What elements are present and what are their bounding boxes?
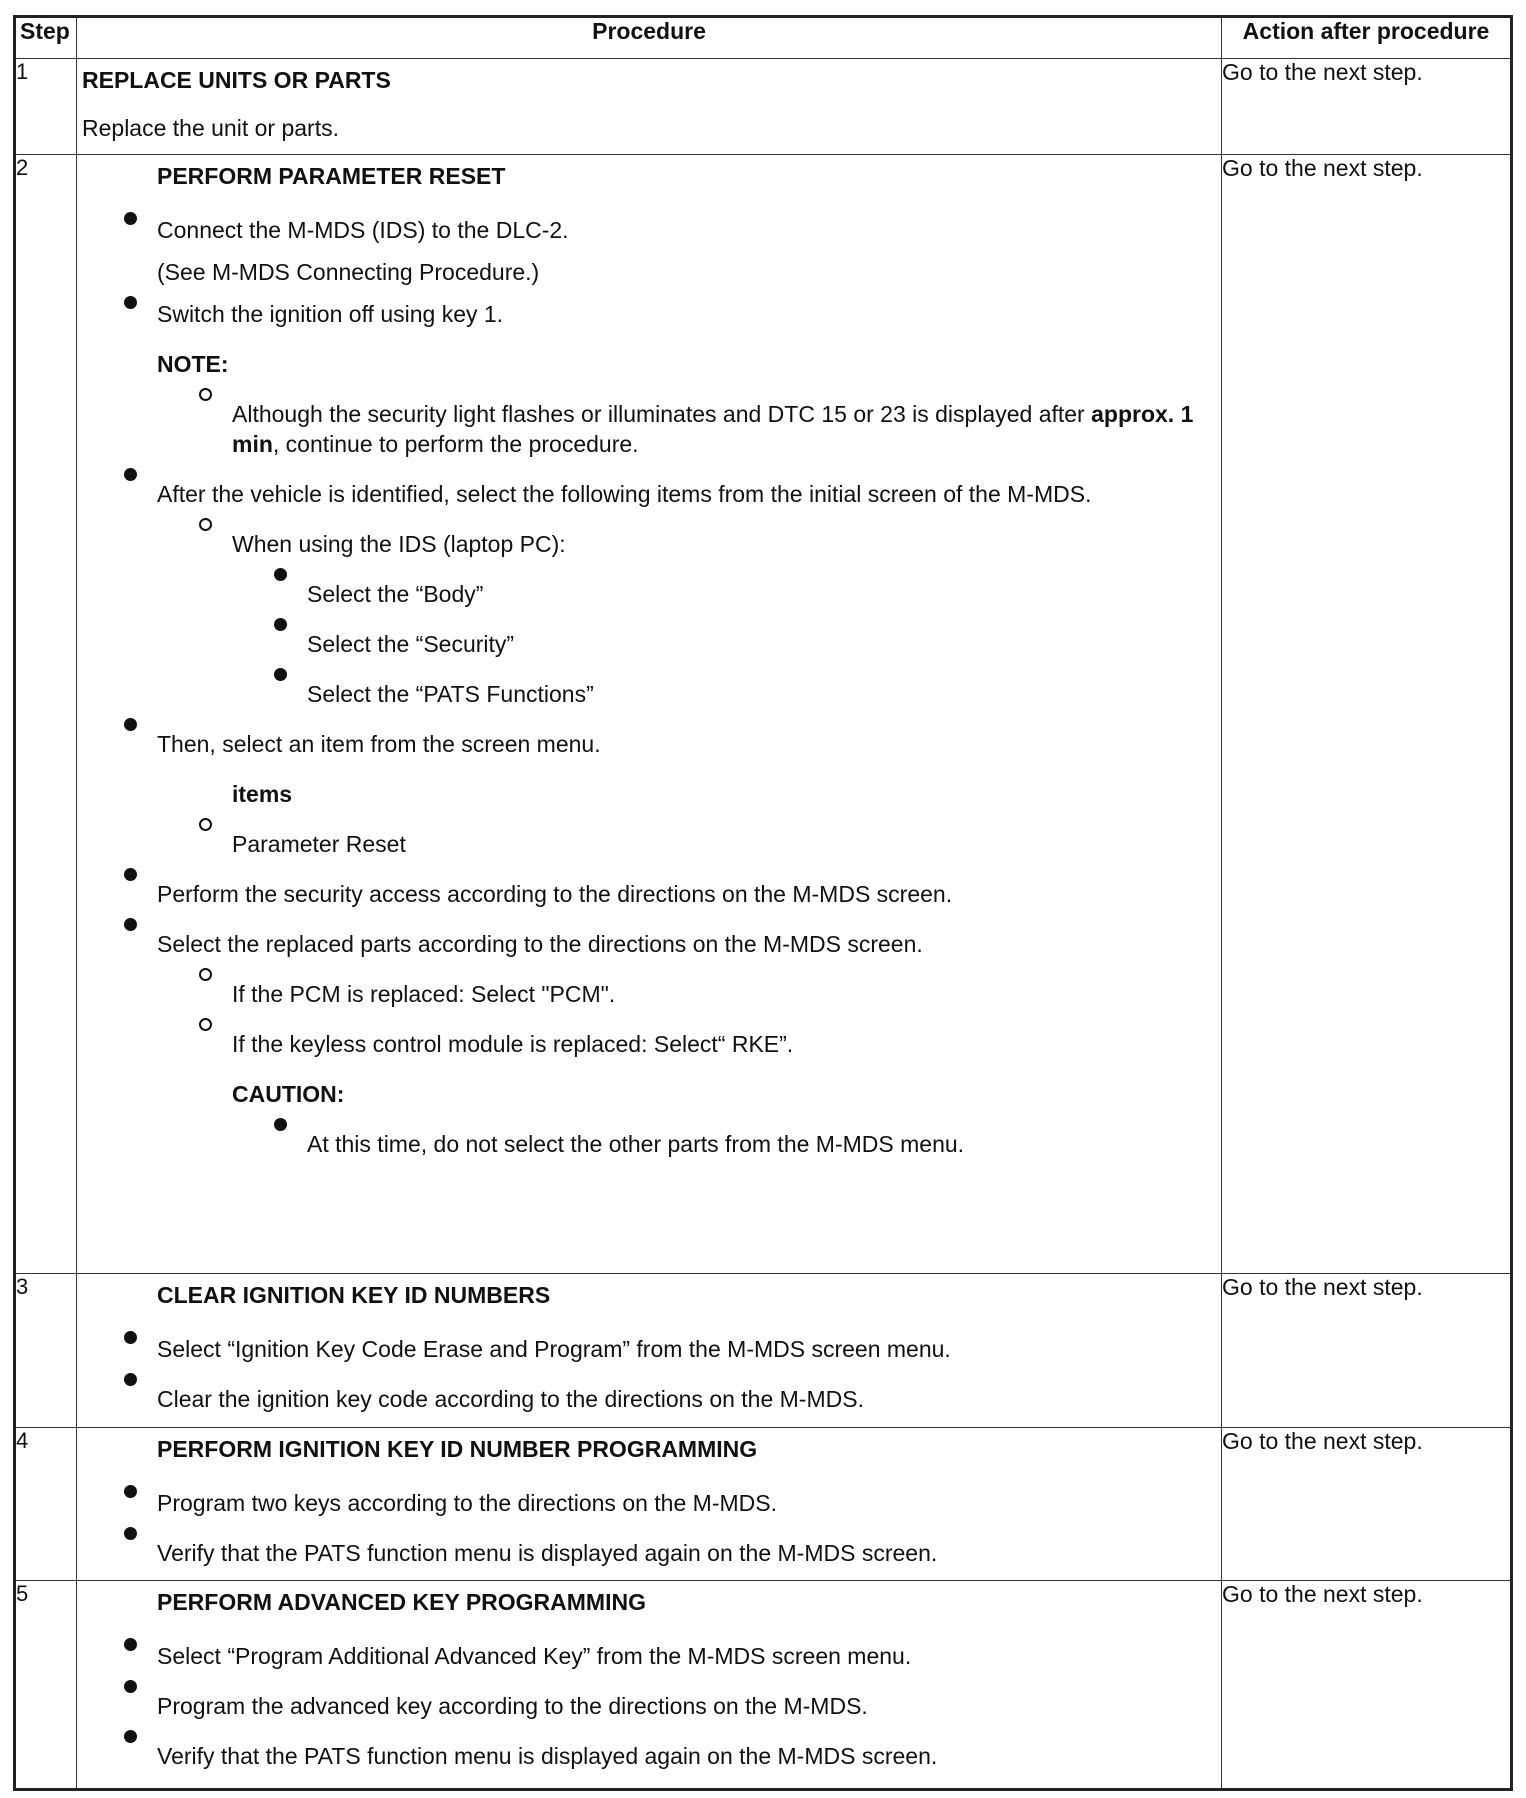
step-title: CLEAR IGNITION KEY ID NUMBERS: [157, 1282, 551, 1308]
list-item: Connect the M-MDS (IDS) to the DLC-2.: [77, 203, 1221, 245]
sub-list-item: Parameter Reset: [77, 809, 1221, 859]
header-procedure: Procedure: [77, 17, 1222, 59]
sub-list-item: If the keyless control module is replaced: Select“ RKE”.: [77, 1009, 1221, 1059]
bullet-icon: [274, 568, 287, 581]
bullet-icon: [124, 468, 137, 481]
procedure-cell: [77, 1274, 1222, 1428]
bullet-icon: [274, 668, 287, 681]
step-title: PERFORM PARAMETER RESET: [157, 163, 506, 189]
step-number: 5: [15, 1581, 77, 1790]
step-number: 2: [15, 155, 77, 1274]
step-number: 1: [15, 59, 77, 155]
procedure-cell: [77, 1428, 1222, 1581]
sub-list-item: When using the IDS (laptop PC):: [77, 509, 1221, 559]
action-cell: Go to the next step.: [1222, 1274, 1512, 1428]
list-item-note: (See M-MDS Connecting Procedure.): [157, 259, 540, 285]
caution-label: CAUTION:: [232, 1081, 345, 1107]
bullet-icon: [124, 718, 137, 731]
action-cell: Go to the next step.: [1222, 1428, 1512, 1581]
bullet-icon: [124, 1680, 137, 1693]
step-number: 3: [15, 1274, 77, 1428]
caution-item: At this time, do not select the other parts from the M-MDS menu.: [77, 1109, 1221, 1159]
list-item: Program two keys according to the directions on the M-MDS.: [77, 1476, 1221, 1518]
action-cell: Go to the next step.: [1222, 59, 1512, 155]
step-title: PERFORM ADVANCED KEY PROGRAMMING: [157, 1589, 646, 1615]
list-item: Switch the ignition off using key 1.: [77, 287, 1221, 329]
step-number: 4: [15, 1428, 77, 1581]
bullet-icon: [124, 918, 137, 931]
sub-sub-list-item: Select the “Security”: [77, 609, 1221, 659]
circle-bullet-icon: [199, 1018, 212, 1031]
list-item: Then, select an item from the screen menu.: [77, 709, 1221, 759]
bullet-icon: [124, 296, 137, 309]
bullet-icon: [274, 618, 287, 631]
sub-sub-list-item: Select the “PATS Functions”: [77, 659, 1221, 709]
list-item: After the vehicle is identified, select the following items from the initial screen of the M-MDS.: [77, 459, 1221, 509]
step-title: PERFORM IGNITION KEY ID NUMBER PROGRAMMING: [157, 1436, 758, 1462]
bullet-icon: [274, 1118, 287, 1131]
items-label: items: [232, 781, 293, 807]
list-item: Program the advanced key according to the directions on the M-MDS.: [77, 1671, 1221, 1721]
procedure-cell: [77, 155, 1222, 1274]
header-row: [15, 17, 1512, 59]
circle-bullet-icon: [199, 968, 212, 981]
list-item: Select “Program Additional Advanced Key” from the M-MDS screen menu.: [77, 1629, 1221, 1671]
table-row: [15, 1274, 1512, 1428]
bullet-icon: [124, 1331, 137, 1344]
action-cell: Go to the next step.: [1222, 155, 1512, 1274]
circle-bullet-icon: [199, 518, 212, 531]
action-cell: Go to the next step.: [1222, 1581, 1512, 1790]
header-step: Step: [15, 17, 77, 59]
step-title: REPLACE UNITS OR PARTS: [82, 67, 391, 93]
bullet-icon: [124, 1730, 137, 1743]
note-item: Although the security light flashes or illuminates and DTC 15 or 23 is displayed after approx. 1 min, continue to perform the procedure.: [77, 379, 1221, 459]
note-label: NOTE:: [157, 351, 229, 377]
list-item: Perform the security access according to the directions on the M-MDS screen.: [77, 859, 1221, 909]
list-item: Clear the ignition key code according to the directions on the M-MDS.: [77, 1364, 1221, 1414]
table-row: [15, 155, 1512, 1274]
procedure-table: [13, 15, 1513, 1791]
table-row: [15, 1581, 1512, 1790]
procedure-cell: [77, 1581, 1222, 1790]
table-row: [15, 59, 1512, 155]
list-item: Select “Ignition Key Code Erase and Program” from the M-MDS screen menu.: [77, 1322, 1221, 1364]
bullet-icon: [124, 1527, 137, 1540]
sub-sub-list-item: Select the “Body”: [77, 559, 1221, 609]
bullet-icon: [124, 212, 137, 225]
step-text: Replace the unit or parts.: [82, 115, 339, 141]
sub-list-item: If the PCM is replaced: Select "PCM".: [77, 959, 1221, 1009]
header-action: Action after procedure: [1222, 17, 1512, 59]
list-item: Select the replaced parts according to the directions on the M-MDS screen.: [77, 909, 1221, 959]
procedure-cell: [77, 59, 1222, 155]
circle-bullet-icon: [199, 818, 212, 831]
circle-bullet-icon: [199, 388, 212, 401]
bullet-icon: [124, 868, 137, 881]
bullet-icon: [124, 1485, 137, 1498]
bullet-icon: [124, 1638, 137, 1651]
list-item: Verify that the PATS function menu is displayed again on the M-MDS screen.: [77, 1518, 1221, 1568]
bullet-icon: [124, 1373, 137, 1386]
table-row: [15, 1428, 1512, 1581]
list-item: Verify that the PATS function menu is displayed again on the M-MDS screen.: [77, 1721, 1221, 1771]
